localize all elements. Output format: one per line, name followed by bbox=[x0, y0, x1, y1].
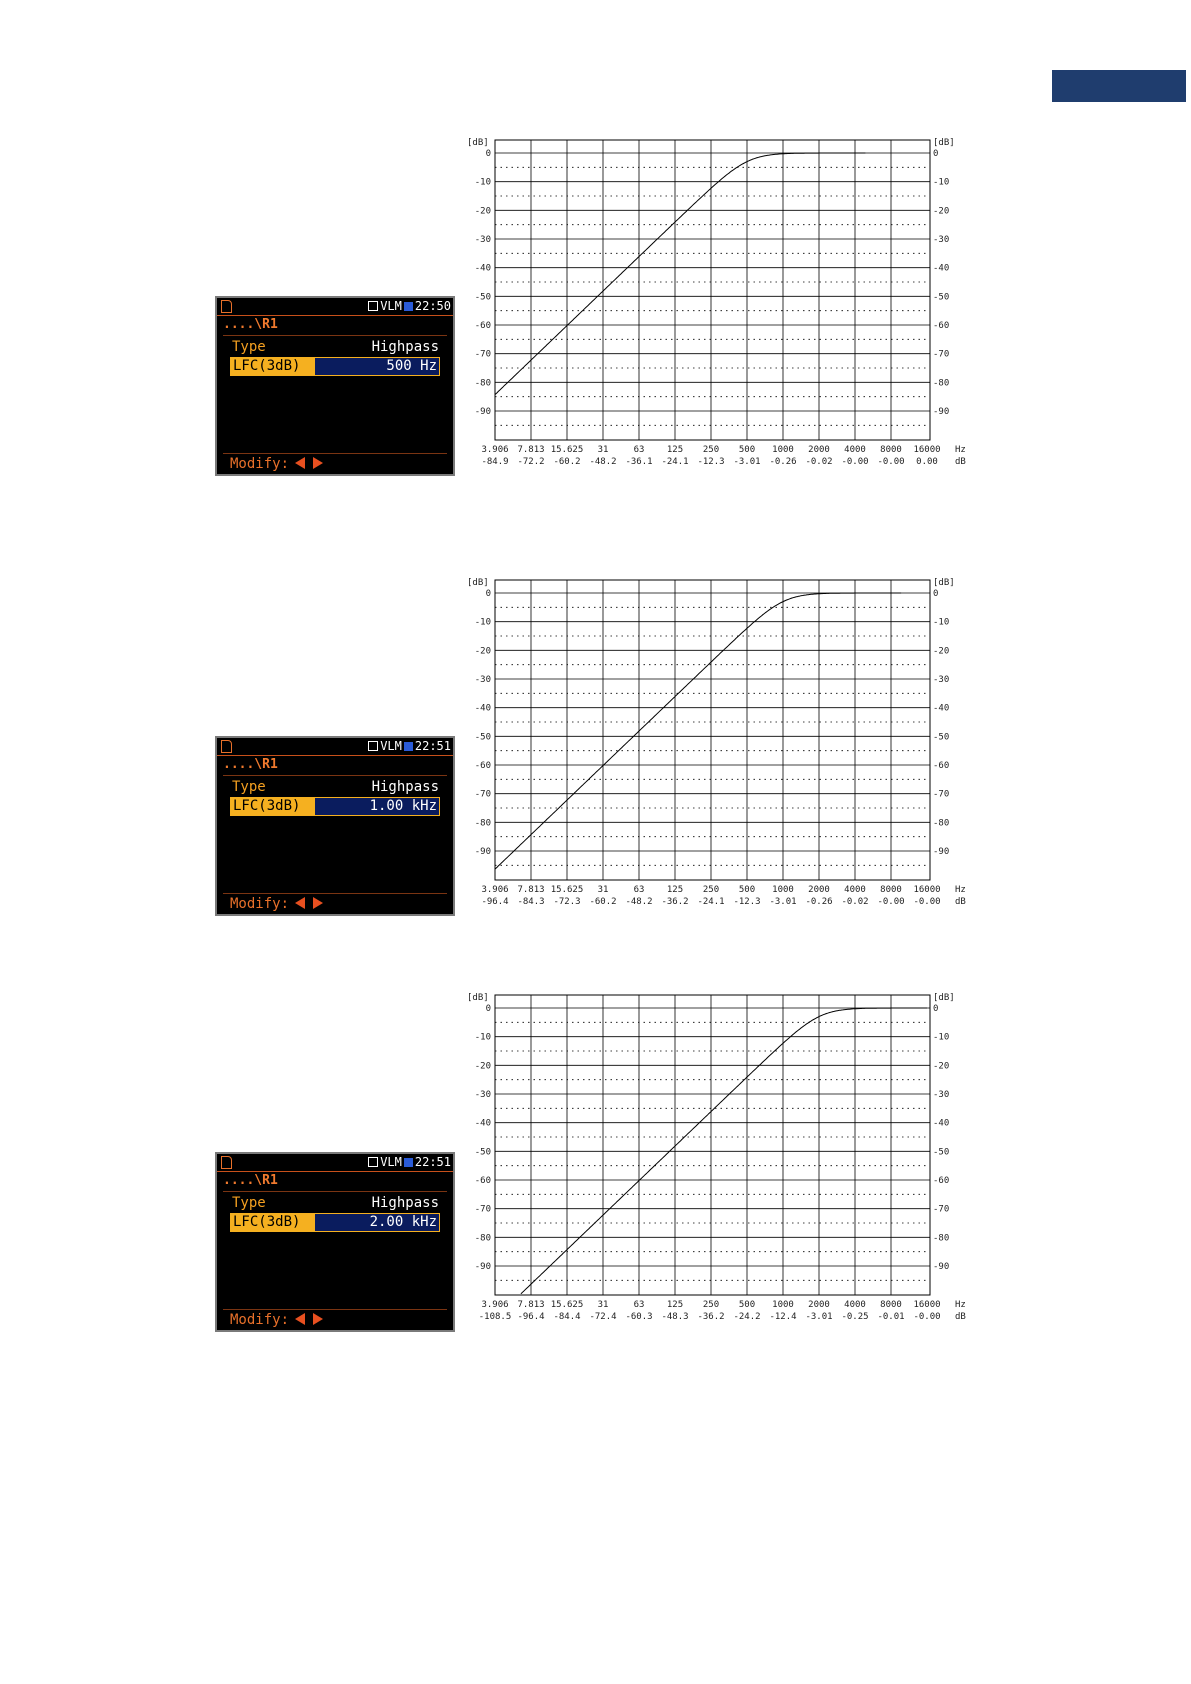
db-value-label: -0.00 bbox=[877, 897, 905, 907]
device-screen-3 bbox=[215, 1152, 455, 1332]
y-tick-label: -50 bbox=[474, 292, 491, 303]
clock: 22:50 bbox=[414, 299, 451, 313]
path-label: ....\R1 bbox=[223, 317, 278, 332]
x-unit-label: Hz bbox=[955, 1300, 966, 1310]
y-tick-label: -10 bbox=[474, 617, 491, 628]
y-tick-label-right: -90 bbox=[933, 847, 950, 857]
y-tick-label: -60 bbox=[474, 1176, 491, 1186]
db-value-label: -48.2 bbox=[589, 457, 617, 467]
chart-svg bbox=[465, 135, 975, 475]
y-tick-label-right: -90 bbox=[933, 407, 950, 417]
y-tick-label: 0 bbox=[485, 149, 491, 159]
db-value-label: -24.1 bbox=[697, 897, 725, 907]
db-value-label: -0.02 bbox=[841, 897, 869, 907]
plot-frame bbox=[495, 580, 930, 880]
x-tick-label: 31 bbox=[597, 1300, 609, 1310]
y-tick-label: -80 bbox=[474, 378, 491, 389]
x-tick-label: 7.813 bbox=[517, 445, 545, 455]
x-tick-label: 1000 bbox=[772, 1300, 794, 1310]
db-value-label: -0.26 bbox=[769, 457, 797, 467]
x-tick-label: 4000 bbox=[844, 1300, 866, 1310]
y-tick-label-right: 0 bbox=[933, 589, 939, 599]
type-label: Type bbox=[232, 779, 266, 795]
db-value-label: -0.01 bbox=[877, 1312, 905, 1322]
type-value[interactable]: Highpass bbox=[371, 779, 439, 795]
x-tick-label: 125 bbox=[666, 1300, 684, 1310]
x-tick-label: 2000 bbox=[808, 1300, 830, 1310]
y-tick-label-right: -30 bbox=[933, 1090, 950, 1100]
clock: 22:51 bbox=[414, 1155, 451, 1169]
modify-label: Modify: bbox=[230, 1312, 290, 1328]
modify-label: Modify: bbox=[230, 456, 290, 472]
db-value-label: -0.25 bbox=[841, 1312, 869, 1322]
x-tick-label: 16000 bbox=[913, 1300, 941, 1310]
x-tick-label: 2000 bbox=[808, 445, 830, 455]
db-value-label: -24.1 bbox=[661, 457, 689, 467]
y-tick-label-right: -20 bbox=[933, 206, 950, 217]
x-tick-label: 250 bbox=[702, 445, 720, 455]
y-tick-label: -40 bbox=[474, 263, 491, 274]
status-indicators bbox=[368, 738, 451, 754]
db-value-label: -72.3 bbox=[553, 897, 581, 907]
y-tick-label: 0 bbox=[485, 1004, 491, 1014]
y-tick-label-right: -40 bbox=[933, 1118, 950, 1129]
arrow-right-icon[interactable] bbox=[313, 457, 323, 469]
x-tick-label: 3.906 bbox=[481, 885, 509, 895]
x-tick-label: 16000 bbox=[913, 445, 941, 455]
x-tick-label: 1000 bbox=[772, 885, 794, 895]
y-tick-label-right: -70 bbox=[933, 789, 950, 800]
x-tick-label: 7.813 bbox=[517, 885, 545, 895]
lfc-row[interactable] bbox=[230, 797, 440, 816]
y-tick-label: -30 bbox=[474, 1090, 491, 1100]
chart-svg bbox=[465, 990, 975, 1330]
x-tick-label: 250 bbox=[702, 1300, 720, 1310]
arrow-left-icon[interactable] bbox=[295, 1313, 305, 1325]
status-bar bbox=[217, 298, 453, 316]
db-value-label: -3.01 bbox=[733, 457, 761, 467]
y-tick-label: -50 bbox=[474, 732, 491, 743]
y-tick-label-right: -80 bbox=[933, 378, 950, 389]
db-value-label: -48.3 bbox=[661, 1312, 689, 1322]
x-tick-label: 15.625 bbox=[550, 1300, 584, 1310]
y-tick-label: -70 bbox=[474, 349, 491, 360]
y-tick-label-right: -90 bbox=[933, 1262, 950, 1272]
arrow-right-icon[interactable] bbox=[313, 897, 323, 909]
y-tick-label-right: -20 bbox=[933, 646, 950, 657]
y-tick-label-right: -50 bbox=[933, 292, 950, 303]
db-value-label: -96.4 bbox=[517, 1312, 545, 1322]
y-tick-label-right: -40 bbox=[933, 703, 950, 714]
x-tick-label: 4000 bbox=[844, 445, 866, 455]
x-tick-label: 8000 bbox=[880, 1300, 902, 1310]
lfc-label: LFC(3dB) bbox=[231, 798, 315, 815]
db-value-label: -72.4 bbox=[589, 1312, 617, 1322]
y-tick-label: -90 bbox=[474, 1262, 491, 1272]
x-tick-label: 1000 bbox=[772, 445, 794, 455]
battery-icon bbox=[404, 742, 413, 751]
y-tick-label: -20 bbox=[474, 1061, 491, 1072]
db-value-label: 0.00 bbox=[916, 457, 938, 467]
frequency-response-chart-1 bbox=[465, 135, 975, 475]
db-value-label: -60.2 bbox=[589, 897, 617, 907]
modify-label: Modify: bbox=[230, 896, 290, 912]
lfc-value[interactable]: 500 Hz bbox=[386, 358, 437, 374]
db-value-label: -84.3 bbox=[517, 897, 545, 907]
path-label: ....\R1 bbox=[223, 1173, 278, 1188]
divider bbox=[223, 893, 447, 894]
db-value-label: -60.2 bbox=[553, 457, 581, 467]
x-tick-label: 7.813 bbox=[517, 1300, 545, 1310]
y-axis-unit-left: [dB] bbox=[467, 993, 489, 1003]
y-tick-label: -60 bbox=[474, 761, 491, 771]
lfc-row[interactable] bbox=[230, 1213, 440, 1232]
y-tick-label: -40 bbox=[474, 703, 491, 714]
type-value[interactable]: Highpass bbox=[371, 1195, 439, 1211]
x-tick-label: 500 bbox=[738, 445, 756, 455]
lfc-label: LFC(3dB) bbox=[231, 358, 315, 375]
square-indicator-icon bbox=[368, 1157, 378, 1167]
db-value-label: -0.00 bbox=[841, 457, 869, 467]
y-tick-label-right: -70 bbox=[933, 1204, 950, 1215]
db-unit-label: dB bbox=[955, 1312, 966, 1322]
db-value-label: -84.9 bbox=[481, 457, 509, 467]
y-tick-label-right: -60 bbox=[933, 1176, 950, 1186]
y-axis-unit-right: [dB] bbox=[933, 138, 955, 148]
x-tick-label: 31 bbox=[597, 445, 609, 455]
type-label: Type bbox=[232, 339, 266, 355]
status-indicators bbox=[368, 1154, 451, 1170]
x-tick-label: 125 bbox=[666, 445, 684, 455]
x-tick-label: 500 bbox=[738, 885, 756, 895]
db-value-label: -36.1 bbox=[625, 457, 653, 467]
divider bbox=[223, 1191, 447, 1192]
x-tick-label: 3.906 bbox=[481, 1300, 509, 1310]
y-tick-label-right: -50 bbox=[933, 732, 950, 743]
db-value-label: -36.2 bbox=[661, 897, 689, 907]
type-label: Type bbox=[232, 1195, 266, 1211]
y-tick-label: -50 bbox=[474, 1147, 491, 1158]
divider bbox=[223, 1309, 447, 1310]
arrow-left-icon[interactable] bbox=[295, 897, 305, 909]
db-value-label: -36.2 bbox=[697, 1312, 725, 1322]
device-screen-2 bbox=[215, 736, 455, 916]
y-axis-unit-left: [dB] bbox=[467, 138, 489, 148]
x-unit-label: Hz bbox=[955, 885, 966, 895]
db-value-label: -12.4 bbox=[769, 1312, 797, 1322]
y-tick-label: -20 bbox=[474, 646, 491, 657]
db-value-label: -3.01 bbox=[805, 1312, 833, 1322]
status-bar bbox=[217, 738, 453, 756]
y-tick-label-right: -10 bbox=[933, 617, 950, 628]
db-value-label: -0.00 bbox=[877, 457, 905, 467]
y-tick-label-right: 0 bbox=[933, 149, 939, 159]
header-accent-tab bbox=[1052, 70, 1186, 102]
frequency-response-chart-3 bbox=[465, 990, 975, 1330]
db-value-label: -72.2 bbox=[517, 457, 545, 467]
lfc-label: LFC(3dB) bbox=[231, 1214, 315, 1231]
x-tick-label: 500 bbox=[738, 1300, 756, 1310]
x-tick-label: 63 bbox=[633, 445, 645, 455]
lfc-row[interactable] bbox=[230, 357, 440, 376]
response-curve bbox=[495, 153, 865, 395]
db-value-label: -0.26 bbox=[805, 897, 833, 907]
y-tick-label-right: -80 bbox=[933, 818, 950, 829]
y-tick-label: -70 bbox=[474, 789, 491, 800]
y-tick-label: -70 bbox=[474, 1204, 491, 1215]
db-value-label: -0.00 bbox=[913, 1312, 941, 1322]
y-tick-label-right: -50 bbox=[933, 1147, 950, 1158]
y-tick-label-right: 0 bbox=[933, 1004, 939, 1014]
x-tick-label: 250 bbox=[702, 885, 720, 895]
y-tick-label: -40 bbox=[474, 1118, 491, 1129]
y-tick-label-right: -60 bbox=[933, 761, 950, 771]
db-value-label: -0.00 bbox=[913, 897, 941, 907]
db-value-label: -24.2 bbox=[733, 1312, 761, 1322]
y-tick-label-right: -40 bbox=[933, 263, 950, 274]
x-tick-label: 3.906 bbox=[481, 445, 509, 455]
file-icon bbox=[221, 1156, 232, 1169]
x-tick-label: 8000 bbox=[880, 445, 902, 455]
x-tick-label: 16000 bbox=[913, 885, 941, 895]
arrow-left-icon[interactable] bbox=[295, 457, 305, 469]
status-indicators bbox=[368, 298, 451, 314]
y-tick-label: -60 bbox=[474, 321, 491, 331]
y-tick-label: -90 bbox=[474, 847, 491, 857]
y-tick-label: -80 bbox=[474, 818, 491, 829]
x-tick-label: 15.625 bbox=[550, 445, 584, 455]
db-value-label: -96.4 bbox=[481, 897, 509, 907]
divider bbox=[223, 775, 447, 776]
file-icon bbox=[221, 740, 232, 753]
x-tick-label: 4000 bbox=[844, 885, 866, 895]
status-bar bbox=[217, 1154, 453, 1172]
battery-icon bbox=[404, 1158, 413, 1167]
path-label: ....\R1 bbox=[223, 757, 278, 772]
db-value-label: -0.02 bbox=[805, 457, 833, 467]
db-value-label: -12.3 bbox=[697, 457, 725, 467]
device-screen-1 bbox=[215, 296, 455, 476]
x-tick-label: 63 bbox=[633, 1300, 645, 1310]
y-tick-label: 0 bbox=[485, 589, 491, 599]
db-value-label: -3.01 bbox=[769, 897, 797, 907]
divider bbox=[223, 453, 447, 454]
db-value-label: -108.5 bbox=[478, 1312, 512, 1322]
mode-label: VLM bbox=[380, 739, 402, 753]
y-tick-label: -80 bbox=[474, 1233, 491, 1244]
y-tick-label: -10 bbox=[474, 1032, 491, 1043]
x-tick-label: 31 bbox=[597, 885, 609, 895]
mode-label: VLM bbox=[380, 1155, 402, 1169]
modify-hint bbox=[230, 1311, 323, 1329]
y-tick-label-right: -80 bbox=[933, 1233, 950, 1244]
response-curve bbox=[521, 1008, 927, 1294]
x-tick-label: 63 bbox=[633, 885, 645, 895]
divider bbox=[223, 335, 447, 336]
y-axis-unit-left: [dB] bbox=[467, 578, 489, 588]
y-tick-label-right: -30 bbox=[933, 235, 950, 245]
db-unit-label: dB bbox=[955, 457, 966, 467]
db-value-label: -60.3 bbox=[625, 1312, 653, 1322]
file-icon bbox=[221, 300, 232, 313]
y-axis-unit-right: [dB] bbox=[933, 578, 955, 588]
y-tick-label-right: -60 bbox=[933, 321, 950, 331]
x-tick-label: 8000 bbox=[880, 885, 902, 895]
y-tick-label: -90 bbox=[474, 407, 491, 417]
mode-label: VLM bbox=[380, 299, 402, 313]
arrow-right-icon[interactable] bbox=[313, 1313, 323, 1325]
x-tick-label: 2000 bbox=[808, 885, 830, 895]
y-tick-label-right: -70 bbox=[933, 349, 950, 360]
frequency-response-chart-2 bbox=[465, 575, 975, 915]
db-value-label: -12.3 bbox=[733, 897, 761, 907]
battery-icon bbox=[404, 302, 413, 311]
response-curve bbox=[495, 593, 901, 869]
x-tick-label: 125 bbox=[666, 885, 684, 895]
x-unit-label: Hz bbox=[955, 445, 966, 455]
db-value-label: -84.4 bbox=[553, 1312, 581, 1322]
db-unit-label: dB bbox=[955, 897, 966, 907]
db-value-label: -48.2 bbox=[625, 897, 653, 907]
type-value[interactable]: Highpass bbox=[371, 339, 439, 355]
y-axis-unit-right: [dB] bbox=[933, 993, 955, 1003]
y-tick-label-right: -10 bbox=[933, 177, 950, 188]
clock: 22:51 bbox=[414, 739, 451, 753]
y-tick-label: -30 bbox=[474, 675, 491, 685]
x-tick-label: 15.625 bbox=[550, 885, 584, 895]
y-tick-label-right: -10 bbox=[933, 1032, 950, 1043]
lfc-value[interactable]: 2.00 kHz bbox=[369, 1214, 437, 1230]
y-tick-label: -30 bbox=[474, 235, 491, 245]
y-tick-label: -10 bbox=[474, 177, 491, 188]
square-indicator-icon bbox=[368, 301, 378, 311]
y-tick-label-right: -30 bbox=[933, 675, 950, 685]
chart-svg bbox=[465, 575, 975, 915]
modify-hint bbox=[230, 455, 323, 473]
lfc-value[interactable]: 1.00 kHz bbox=[369, 798, 437, 814]
square-indicator-icon bbox=[368, 741, 378, 751]
modify-hint bbox=[230, 895, 323, 913]
plot-frame bbox=[495, 995, 930, 1295]
plot-frame bbox=[495, 140, 930, 440]
y-tick-label-right: -20 bbox=[933, 1061, 950, 1072]
y-tick-label: -20 bbox=[474, 206, 491, 217]
